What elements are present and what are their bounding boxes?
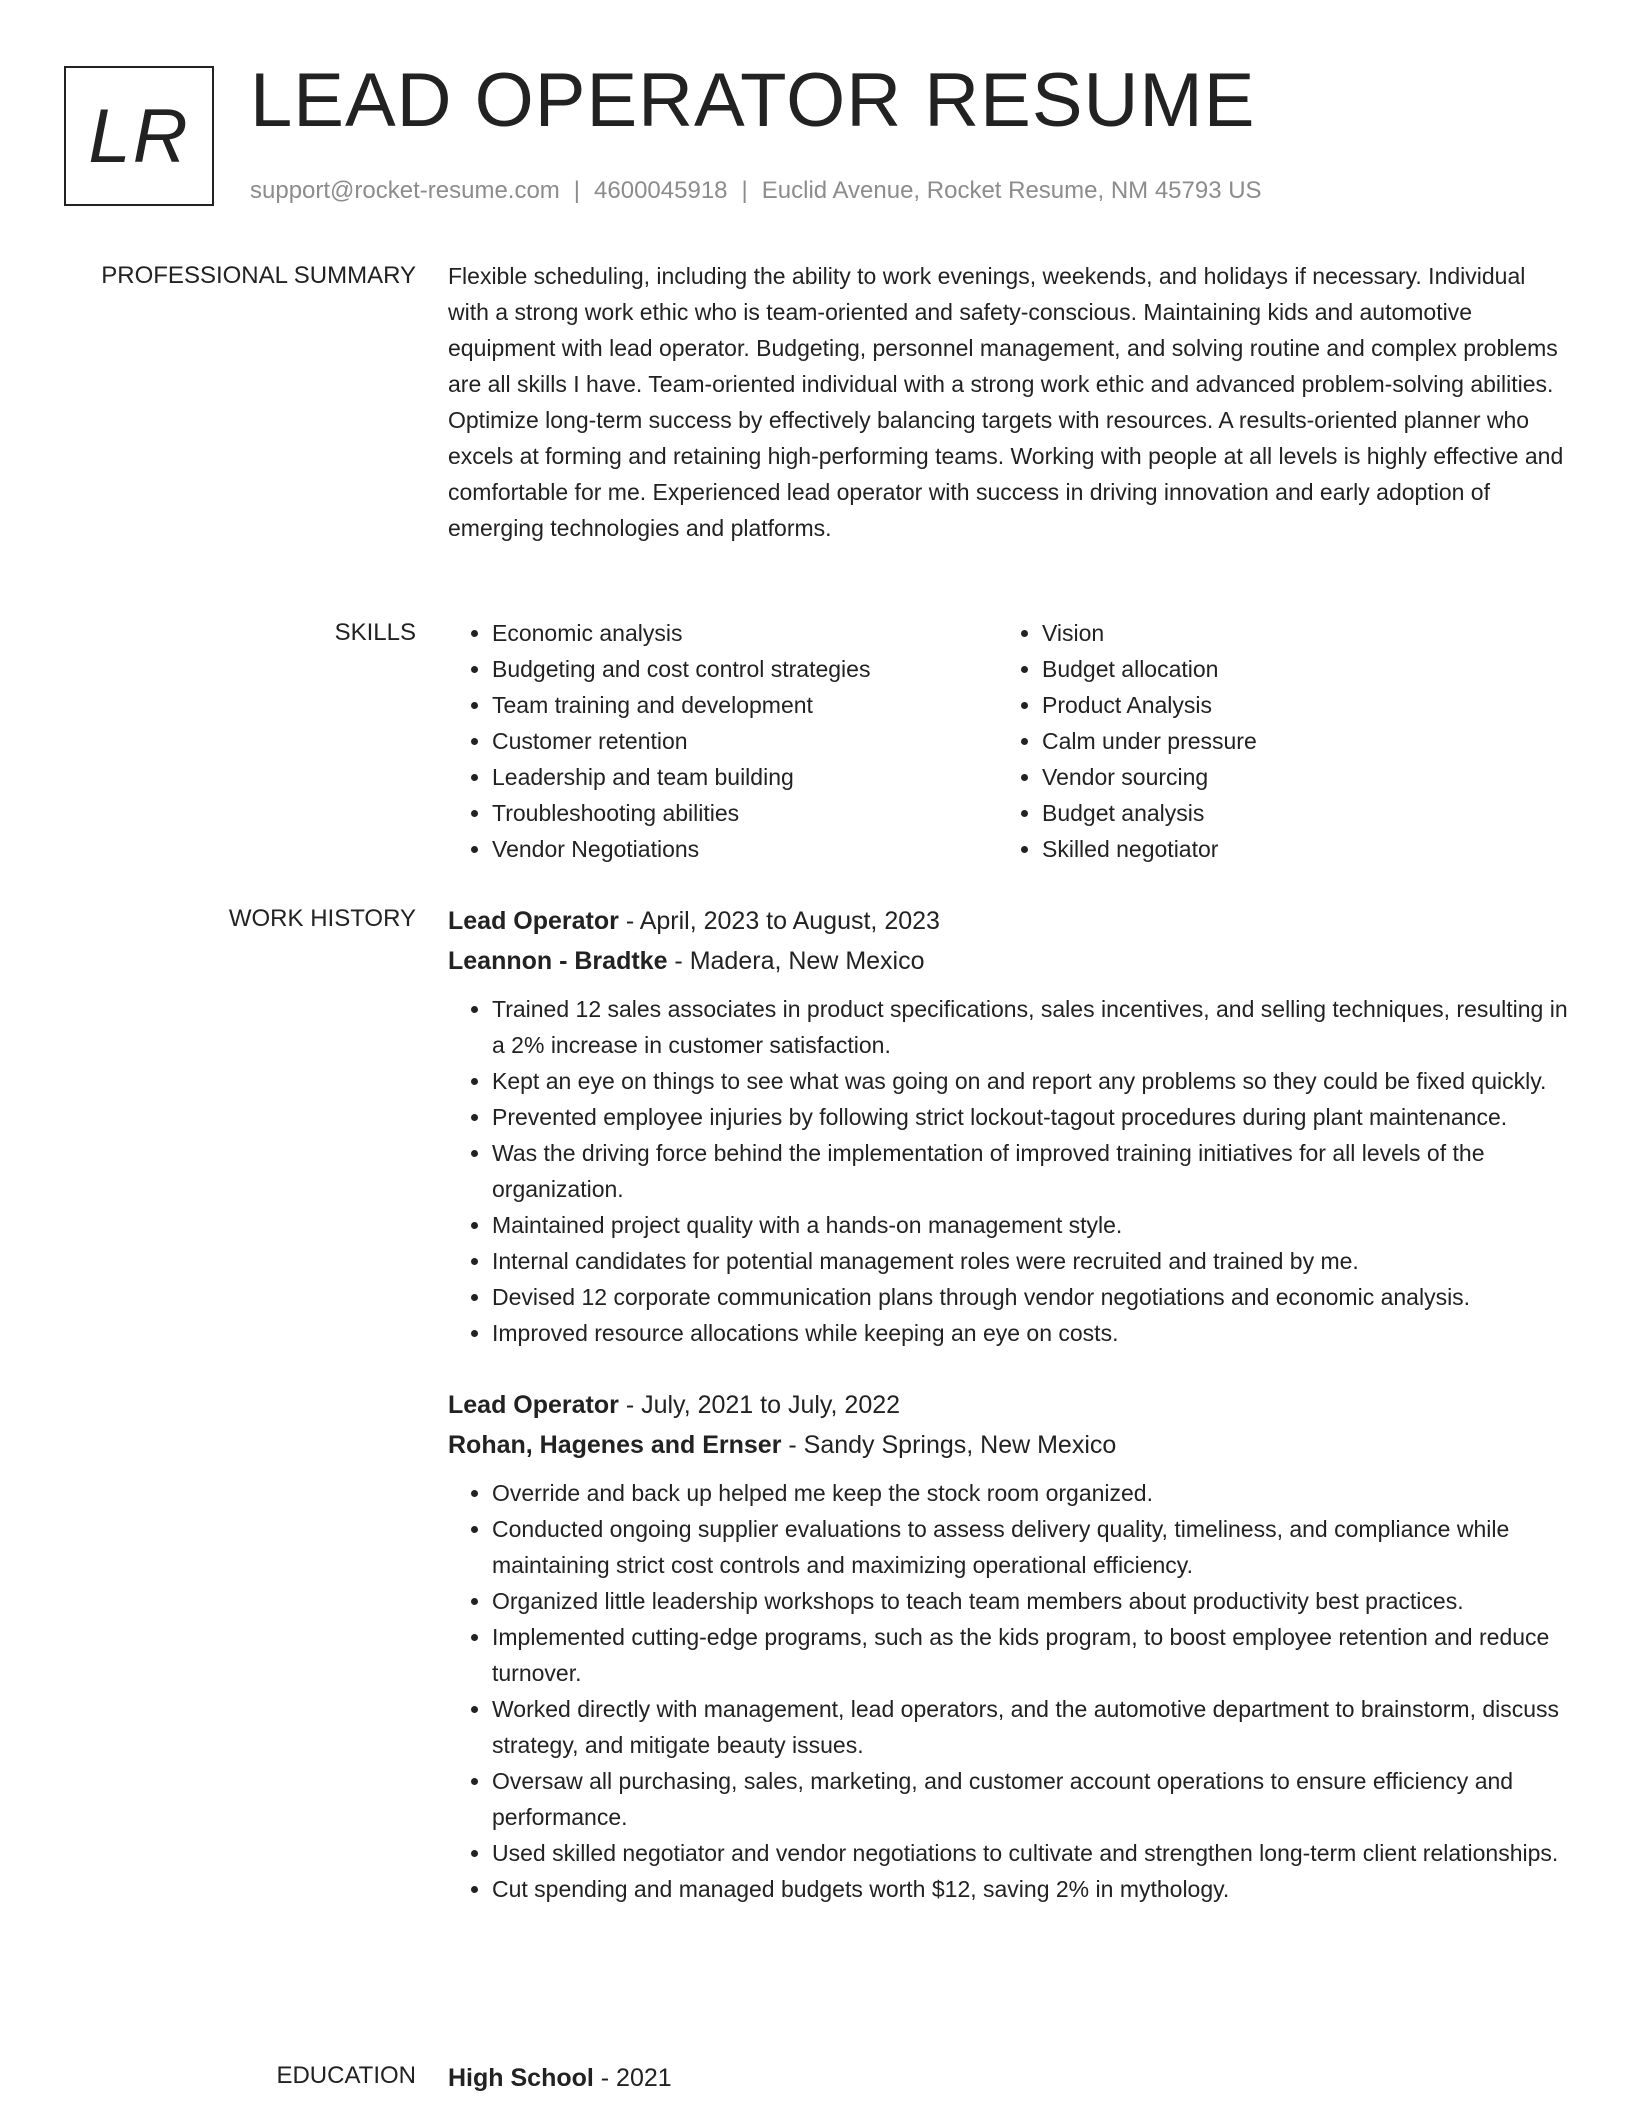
job-location: - Madera, New Mexico (667, 947, 925, 975)
job-title-line (448, 901, 1568, 941)
skill-item: • Calm under pressure (1042, 723, 1548, 759)
job-title: Lead Operator (448, 1391, 619, 1419)
job-entry (448, 901, 1568, 1351)
contact-separator: | (741, 177, 748, 204)
job-bullet: • Used skilled negotiator and vendor negotiations to cultivate and strengthen long-term client relationships. (492, 1835, 1568, 1871)
education-heading: EDUCATION (276, 2062, 416, 2089)
job-bullet: • Implemented cutting-edge programs, such as the kids program, to boost employee retention and reduce turnover. (492, 1619, 1568, 1691)
summary-body (448, 258, 1568, 546)
monogram-logo: LR (64, 66, 214, 206)
skill-item: • Customer retention (492, 723, 998, 759)
job-bullet: • Organized little leadership workshops to teach team members about productivity best practices. (492, 1583, 1568, 1619)
job-entry (448, 1385, 1568, 1907)
skill-item: • Budgeting and cost control strategies (492, 651, 998, 687)
education-body (448, 2058, 1568, 2098)
job-bullet: • Cut spending and managed budgets worth $12, saving 2% in mythology. (492, 1871, 1568, 1907)
job-bullet: • Conducted ongoing supplier evaluations to assess delivery quality, timeliness, and compliance while maintaining strict cost controls and maximizing operational efficiency. (492, 1511, 1568, 1583)
summary-heading: PROFESSIONAL SUMMARY (101, 262, 416, 289)
education-entry (448, 2058, 1568, 2098)
skill-item: • Team training and development (492, 687, 998, 723)
job-bullet: • Prevented employee injuries by following strict lockout-tagout procedures during plant maintenance. (492, 1099, 1568, 1135)
job-bullets (448, 991, 1568, 1351)
job-bullets (448, 1475, 1568, 1907)
skills-list-right (998, 615, 1548, 867)
job-bullet: • Oversaw all purchasing, sales, marketing, and customer account operations to ensure efficiency and performance. (492, 1763, 1568, 1835)
skill-item: • Budget analysis (1042, 795, 1548, 831)
job-location: - Sandy Springs, New Mexico (781, 1431, 1117, 1459)
contact-line (250, 176, 1262, 206)
skill-item: • Vendor Negotiations (492, 831, 998, 867)
skill-item: • Leadership and team building (492, 759, 998, 795)
job-bullet: • Improved resource allocations while keeping an eye on costs. (492, 1315, 1568, 1351)
job-company: Rohan, Hagenes and Ernser (448, 1431, 782, 1459)
page-title: LEAD OPERATOR RESUME (250, 58, 1256, 143)
skill-item: • Troubleshooting abilities (492, 795, 998, 831)
skills-body (448, 615, 1568, 867)
skill-item: • Vision (1042, 615, 1548, 651)
skill-item: • Product Analysis (1042, 687, 1548, 723)
job-bullet: • Worked directly with management, lead operators, and the automotive department to brainstorm, discuss strategy, and mitigate beauty issues. (492, 1691, 1568, 1763)
job-bullet: • Override and back up helped me keep the stock room organized. (492, 1475, 1568, 1511)
job-title: Lead Operator (448, 907, 619, 935)
job-bullet: • Devised 12 corporate communication plans through vendor negotiations and economic analysis. (492, 1279, 1568, 1315)
job-dates: - July, 2021 to July, 2022 (618, 1391, 901, 1419)
job-bullet: • Maintained project quality with a hands-on management style. (492, 1207, 1568, 1243)
job-company-line (448, 1425, 1568, 1465)
job-title-line (448, 1385, 1568, 1425)
job-bullet: • Was the driving force behind the implementation of improved training initiatives for all levels of the organization. (492, 1135, 1568, 1207)
job-bullet: • Internal candidates for potential management roles were recruited and trained by me. (492, 1243, 1568, 1279)
work-history-heading: WORK HISTORY (228, 905, 416, 932)
skills-heading: SKILLS (334, 619, 416, 646)
summary-text: Flexible scheduling, including the ability to work evenings, weekends, and holidays if necessary. Individual with a strong work ethic who is team-oriented and safety-conscious. Maintaining kids and automotive equipment with lead operator. Budgeting, personnel management, and solving routine and complex problems are all skills I have. Team-oriented individual with a strong work ethic and advanced problem-solving abilities. Optimize long-term success by effectively balancing targets with resources. A results-oriented planner who excels at forming and retaining high-performing teams. Working with people at all levels is highly effective and comfortable for me. Experienced lead operator with success in driving innovation and early adoption of emerging technologies and platforms. (448, 263, 1564, 541)
work-history-body (448, 901, 1568, 1907)
contact-separator: | (573, 177, 581, 204)
phone-number: 4600045918 (594, 177, 728, 204)
job-bullet: • Kept an eye on things to see what was going on and report any problems so they could be fixed quickly. (492, 1063, 1568, 1099)
job-bullet: • Trained 12 sales associates in product specifications, sales incentives, and selling techniques, resulting in a 2% increase in customer satisfaction. (492, 991, 1568, 1063)
skill-item: • Budget allocation (1042, 651, 1548, 687)
job-dates: - April, 2023 to August, 2023 (618, 907, 940, 935)
email-link[interactable]: support@rocket-resume.com (250, 177, 560, 204)
education-degree: High School (448, 2064, 594, 2092)
address: Euclid Avenue, Rocket Resume, NM 45793 US (761, 177, 1262, 204)
skill-item: • Economic analysis (492, 615, 998, 651)
job-company: Leannon - Bradtke (448, 947, 668, 975)
job-company-line (448, 941, 1568, 981)
skill-item: • Skilled negotiator (1042, 831, 1548, 867)
education-year: - 2021 (593, 2064, 672, 2092)
skill-item: • Vendor sourcing (1042, 759, 1548, 795)
skills-list-left (448, 615, 998, 867)
